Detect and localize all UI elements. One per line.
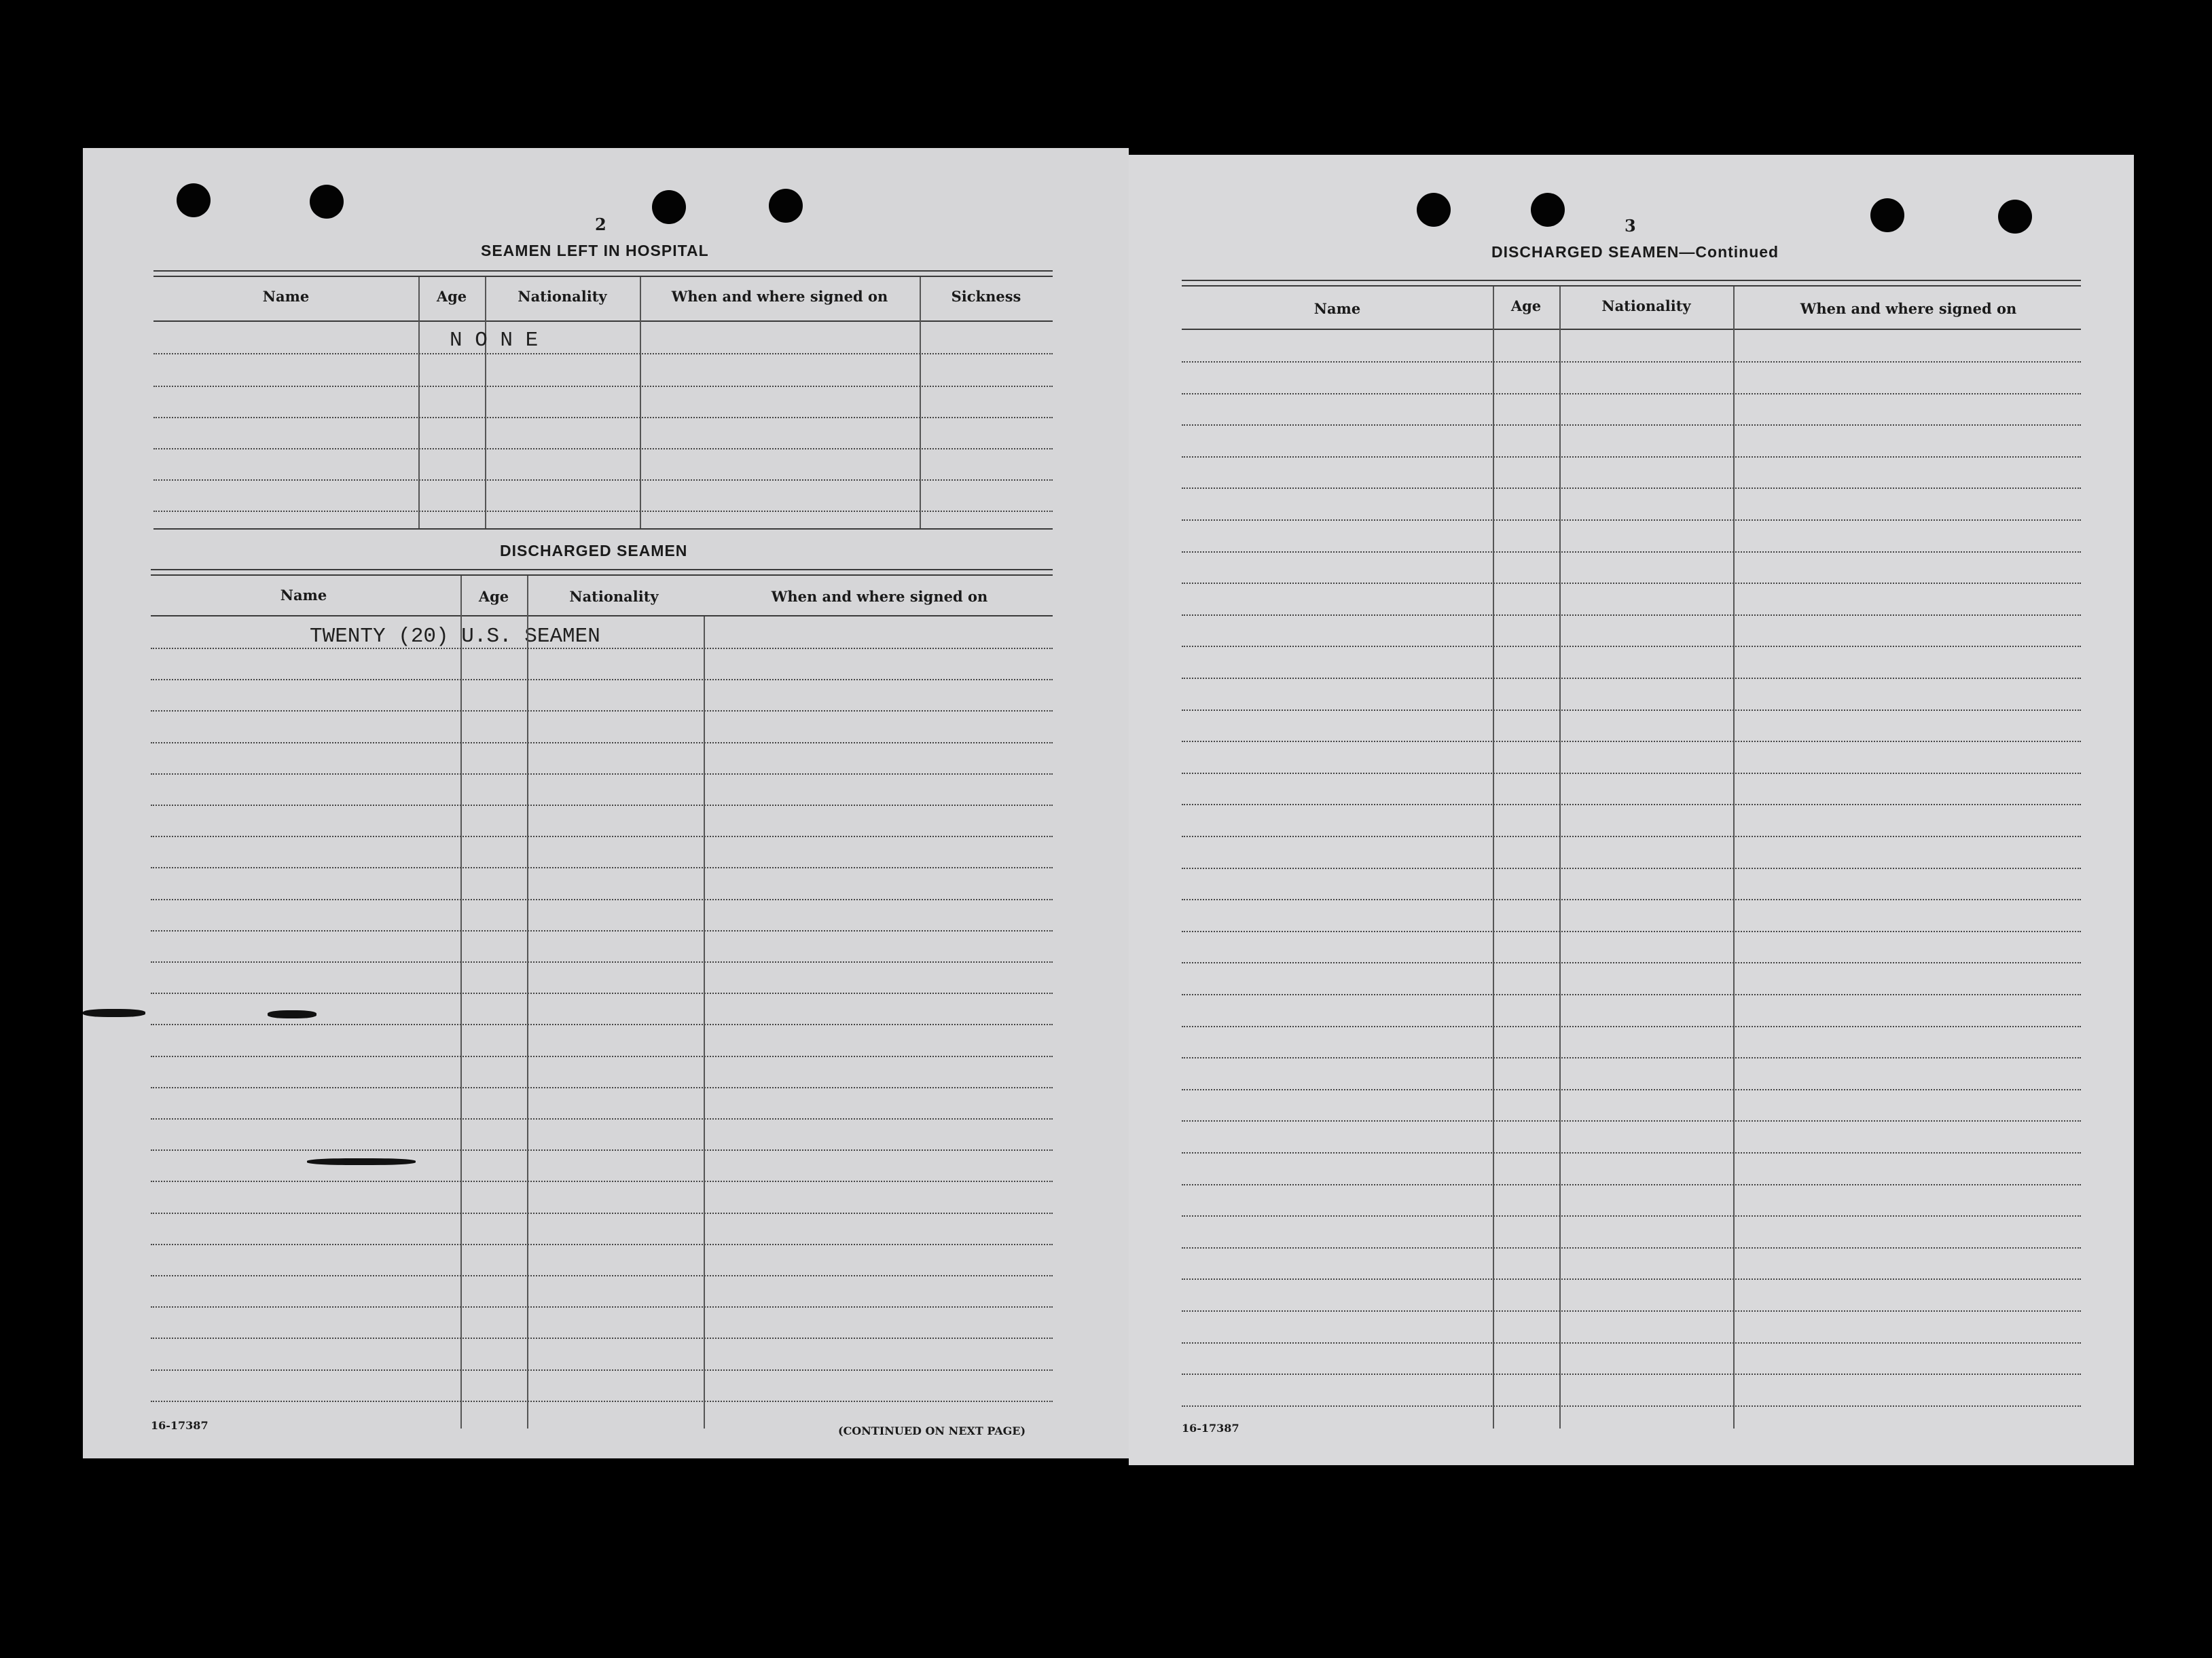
- hospital-col-nationality: Nationality: [518, 288, 607, 305]
- continued-note: (CONTINUED ON NEXT PAGE): [838, 1424, 1026, 1437]
- table-row: [1182, 646, 2081, 647]
- table-row: [151, 1087, 1053, 1088]
- punch-hole: [1998, 200, 2032, 234]
- table-row: [1182, 994, 2081, 995]
- punch-hole: [1417, 193, 1451, 227]
- table-row: [153, 386, 1053, 387]
- col-divider: [920, 277, 921, 528]
- right-page: [1129, 155, 2134, 1465]
- table-row: [1182, 519, 2081, 521]
- discharged-entry: TWENTY (20) U.S. SEAMEN: [310, 625, 600, 648]
- table-row: [1182, 899, 2081, 900]
- col-divider: [485, 277, 486, 528]
- col-divider: [527, 576, 528, 1429]
- table-row: [153, 448, 1053, 449]
- punch-hole: [310, 185, 344, 219]
- table-row: [151, 1369, 1053, 1371]
- table-row: [1182, 962, 2081, 963]
- table-row: [1182, 393, 2081, 394]
- hospital-col-signed-on: When and where signed on: [671, 288, 888, 305]
- table-row: [153, 479, 1053, 481]
- table-row: [1182, 1247, 2081, 1249]
- rule: [1182, 285, 2081, 287]
- table-row: [1182, 868, 2081, 869]
- table-row: [1182, 583, 2081, 584]
- page-number: 3: [1625, 216, 1636, 236]
- table-row: [151, 1244, 1053, 1245]
- hospital-heading: SEAMEN LEFT IN HOSPITAL: [481, 242, 709, 259]
- hospital-col-age: Age: [436, 288, 467, 305]
- rule: [1182, 280, 2081, 281]
- continued-col-signed-on: When and where signed on: [1800, 300, 2017, 317]
- table-row: [1182, 487, 2081, 489]
- table-row: [1182, 836, 2081, 837]
- table-row: [151, 679, 1053, 680]
- punch-hole: [177, 183, 211, 217]
- table-row: [1182, 1310, 2081, 1312]
- table-row: [1182, 741, 2081, 742]
- col-divider: [418, 277, 420, 528]
- hospital-entry: N O N E: [450, 329, 539, 352]
- table-row: [1182, 678, 2081, 679]
- table-row: [153, 511, 1053, 512]
- table-row: [1182, 456, 2081, 458]
- table-row: [1182, 1278, 2081, 1280]
- ink-smudge: [268, 1010, 316, 1018]
- discharged-col-name: Name: [280, 587, 327, 604]
- rule: [151, 615, 1053, 616]
- table-row: [151, 836, 1053, 837]
- ink-smudge: [83, 1009, 145, 1017]
- table-row: [1182, 710, 2081, 711]
- table-row: [1182, 931, 2081, 932]
- col-divider: [460, 576, 462, 1429]
- table-row: [151, 1338, 1053, 1339]
- col-divider: [640, 277, 641, 528]
- table-row: [1182, 361, 2081, 363]
- continued-heading: DISCHARGED SEAMEN—Continued: [1491, 243, 1779, 261]
- table-row: [151, 648, 1053, 649]
- punch-hole: [652, 190, 686, 224]
- form-number: 16-17387: [151, 1419, 208, 1432]
- table-row: [1182, 1120, 2081, 1122]
- table-row: [1182, 1089, 2081, 1090]
- table-row: [1182, 1215, 2081, 1217]
- rule: [153, 528, 1053, 530]
- rule: [153, 320, 1053, 322]
- table-row: [151, 1024, 1053, 1025]
- rule: [1182, 329, 2081, 330]
- table-row: [151, 1149, 1053, 1151]
- table-row: [1182, 804, 2081, 805]
- table-row: [1182, 1057, 2081, 1058]
- table-row: [1182, 424, 2081, 426]
- table-row: [151, 773, 1053, 775]
- rule: [151, 574, 1053, 576]
- col-divider: [1733, 287, 1735, 1429]
- hospital-col-name: Name: [262, 288, 310, 305]
- hospital-col-sickness: Sickness: [951, 288, 1021, 305]
- discharged-col-age: Age: [478, 588, 509, 605]
- page-number: 2: [595, 215, 606, 234]
- table-row: [1182, 551, 2081, 553]
- punch-hole: [1870, 198, 1904, 232]
- col-divider: [1559, 287, 1561, 1429]
- continued-col-name: Name: [1313, 300, 1361, 317]
- discharged-col-nationality: Nationality: [569, 588, 659, 605]
- table-row: [151, 1181, 1053, 1182]
- table-row: [1182, 1342, 2081, 1344]
- table-row: [1182, 1405, 2081, 1407]
- rule: [153, 270, 1053, 272]
- continued-col-nationality: Nationality: [1601, 297, 1691, 314]
- table-row: [151, 1213, 1053, 1214]
- left-page: [83, 148, 1129, 1458]
- table-row: [1182, 773, 2081, 774]
- table-row: [153, 353, 1053, 354]
- table-row: [153, 417, 1053, 418]
- table-row: [151, 1118, 1053, 1120]
- discharged-heading: DISCHARGED SEAMEN: [500, 542, 688, 559]
- table-row: [1182, 1374, 2081, 1375]
- table-row: [151, 961, 1053, 963]
- table-row: [151, 1306, 1053, 1308]
- punch-hole: [1531, 193, 1565, 227]
- table-row: [151, 742, 1053, 743]
- ink-smudge: [307, 1158, 416, 1165]
- rule: [153, 276, 1053, 277]
- discharged-col-signed-on: When and where signed on: [771, 588, 988, 605]
- table-row: [151, 899, 1053, 900]
- table-row: [1182, 1152, 2081, 1154]
- table-row: [1182, 614, 2081, 616]
- rule: [151, 569, 1053, 570]
- punch-hole: [769, 189, 803, 223]
- table-row: [151, 867, 1053, 868]
- table-row: [1182, 1184, 2081, 1185]
- continued-col-age: Age: [1510, 297, 1542, 314]
- col-divider: [1493, 287, 1494, 1429]
- table-row: [151, 1275, 1053, 1276]
- form-number: 16-17387: [1182, 1422, 1239, 1435]
- table-row: [151, 1401, 1053, 1402]
- col-divider: [704, 616, 705, 1429]
- table-row: [151, 710, 1053, 712]
- table-row: [151, 993, 1053, 994]
- table-row: [151, 805, 1053, 806]
- table-row: [151, 1056, 1053, 1057]
- table-row: [151, 930, 1053, 932]
- table-row: [1182, 1026, 2081, 1027]
